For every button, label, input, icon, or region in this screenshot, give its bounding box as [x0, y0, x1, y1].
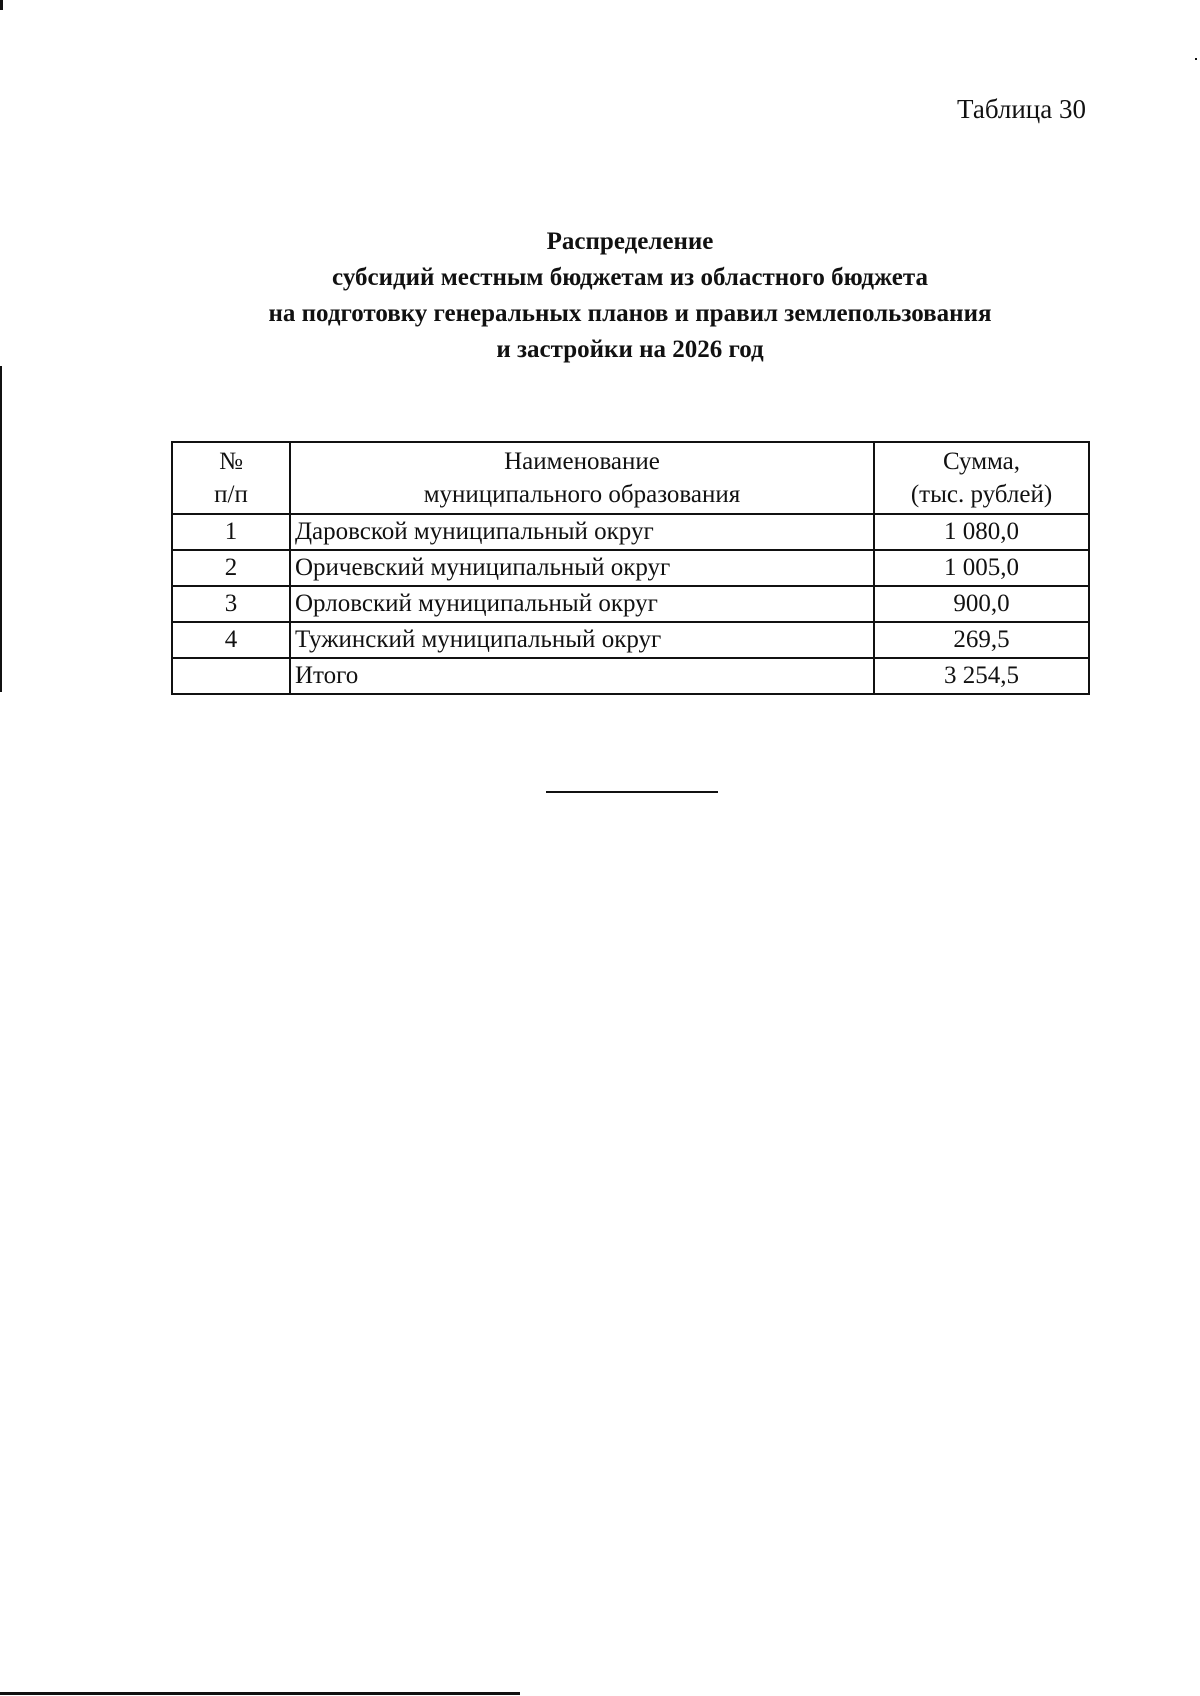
scan-edge-mark: [0, 366, 2, 692]
header-name: [290, 442, 874, 514]
row-num: 2: [172, 550, 290, 586]
table-row: [172, 514, 1089, 550]
row-sum: 1 005,0: [874, 550, 1089, 586]
row-num: 3: [172, 586, 290, 622]
total-sum: 3 254,5: [874, 658, 1089, 694]
table-row: [172, 622, 1089, 658]
header-num-line1: №: [219, 448, 243, 475]
title-line: Распределение: [546, 228, 714, 255]
header-sum-line2: (тыс. рублей): [910, 481, 1053, 508]
header-name-line1: Наименование: [504, 448, 660, 475]
row-sum: 269,5: [874, 622, 1089, 658]
header-sum-line1: Сумма,: [942, 448, 1021, 475]
table-row: [172, 586, 1089, 622]
table-number: Таблица 30: [957, 94, 1086, 124]
row-sum: 1 080,0: [874, 514, 1089, 550]
scan-speck: [1195, 58, 1197, 60]
end-divider: [546, 791, 718, 793]
title-line: и застройки на 2026 год: [496, 336, 764, 363]
header-num-line2: п/п: [214, 481, 248, 508]
table-row: [172, 550, 1089, 586]
scan-edge-mark: [0, 1692, 520, 1695]
row-num: 1: [172, 514, 290, 550]
title-line: субсидий местным бюджетам из областного бюджета: [332, 264, 928, 291]
row-sum: 900,0: [874, 586, 1089, 622]
header-num: [172, 442, 290, 514]
row-name: Оричевский муниципальный округ: [290, 550, 874, 586]
total-row: [172, 658, 1089, 694]
row-name: Даровской муниципальный округ: [290, 514, 874, 550]
row-num: 4: [172, 622, 290, 658]
document-title: [170, 224, 1090, 368]
row-name: Орловский муниципальный округ: [290, 586, 874, 622]
row-name: Тужинский муниципальный округ: [290, 622, 874, 658]
header-name-line2: муниципального образования: [423, 481, 741, 508]
header-sum: [874, 442, 1089, 514]
title-line: на подготовку генеральных планов и правил землепользования: [268, 300, 992, 327]
total-label: Итого: [290, 658, 874, 694]
scan-edge-mark: [0, 0, 3, 10]
total-num: [172, 658, 290, 694]
subsidy-table: [171, 441, 1090, 695]
table-header-row: [172, 442, 1089, 514]
